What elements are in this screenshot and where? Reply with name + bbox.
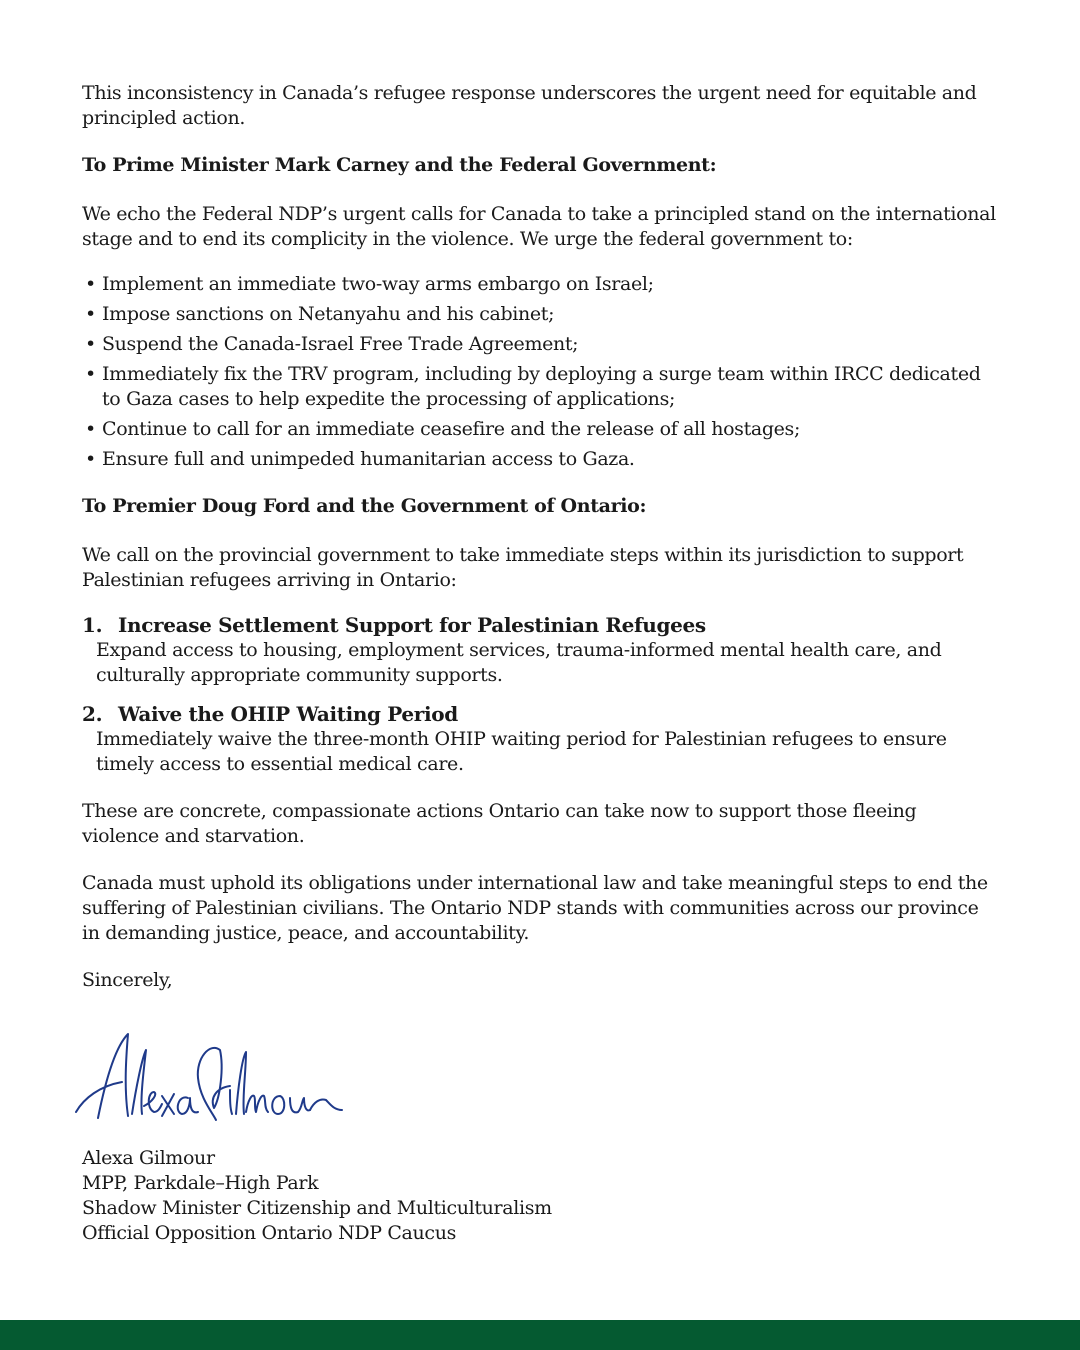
signatory-role: Shadow Minister Citizenship and Multiculturalism [82,1197,552,1219]
signature-block [82,1146,552,1246]
bullet-icon: • [85,303,96,325]
action-title [82,702,997,727]
list-item-text: Ensure full and unimpeded humanitarian access to Gaza. [102,448,635,470]
federal-paragraph: We echo the Federal NDP’s urgent calls for Canada to take a principled stand on the international stage and to end its complicity in the violence. We urge the federal government to: [82,203,996,250]
action-item [82,702,997,777]
signatory-caucus: Official Opposition Ontario NDP Caucus [82,1222,457,1244]
bullet-icon: • [85,273,96,295]
action-item [82,613,997,688]
federal-demands-list [82,272,997,472]
list-item-text: Suspend the Canada-Israel Free Trade Agreement; [102,333,579,355]
action-description: Immediately waive the three-month OHIP waiting period for Palestinian refugees to ensure timely access to essential medical care. [96,728,947,775]
bullet-icon: • [85,363,96,385]
list-item [82,272,997,297]
letter-body [82,81,997,993]
bullet-icon: • [85,333,96,355]
list-item [82,302,997,327]
provincial-actions-list [82,613,997,777]
action-title-text: Increase Settlement Support for Palestinian Refugees [118,613,706,637]
list-item-text: Continue to call for an immediate ceasefire and the release of all hostages; [102,418,800,440]
footer-band [0,1320,1080,1350]
closing-paragraph: Canada must uphold its obligations under international law and take meaningful steps to end the suffering of Palestinian civilians. The Ontario NDP stands with communities across our province in demanding justice, peace, and accountability. [82,872,988,944]
concrete-actions-paragraph: These are concrete, compassionate actions Ontario can take now to support those fleeing violence and starvation. [82,800,917,847]
provincial-heading: To Premier Doug Ford and the Government of Ontario: [82,495,647,517]
bullet-icon: • [85,448,96,470]
intro-paragraph: This inconsistency in Canada’s refugee response underscores the urgent need for equitable and principled action. [82,82,977,129]
action-number: 1. [82,613,103,637]
action-description: Expand access to housing, employment services, trauma-informed mental health care, and culturally appropriate community supports. [96,639,942,686]
list-item-text: Implement an immediate two-way arms embargo on Israel; [102,273,654,295]
action-number: 2. [82,702,103,726]
signatory-name: Alexa Gilmour [82,1147,215,1169]
list-item-text: Impose sanctions on Netanyahu and his cabinet; [102,303,555,325]
list-item [82,362,997,412]
bullet-icon: • [85,418,96,440]
action-title [82,613,997,638]
list-item [82,332,997,357]
provincial-paragraph: We call on the provincial government to take immediate steps within its jurisdiction to support Palestinian refugees arriving in Ontario: [82,544,964,591]
signatory-riding: MPP, Parkdale–High Park [82,1172,319,1194]
list-item-text: Immediately fix the TRV program, including by deploying a surge team within IRCC dedicated to Gaza cases to help expedite the processing of applications; [102,363,981,410]
list-item [82,417,997,442]
list-item [82,447,997,472]
action-title-text: Waive the OHIP Waiting Period [118,702,458,726]
signature-image [70,1028,350,1123]
sign-off: Sincerely, [82,969,173,991]
federal-heading: To Prime Minister Mark Carney and the Federal Government: [82,154,717,176]
